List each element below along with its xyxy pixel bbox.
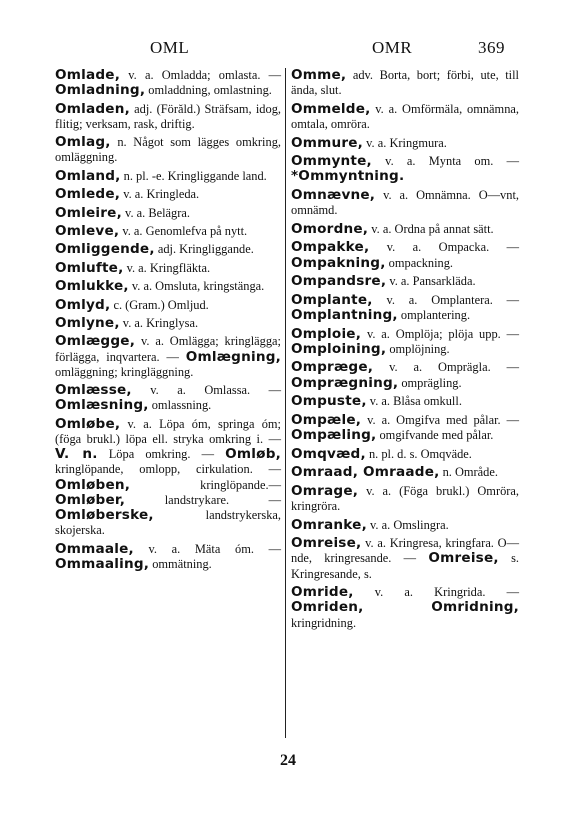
dictionary-entry — [291, 240, 519, 270]
headword: Omreise, — [428, 550, 499, 567]
headword: V. n. — [55, 446, 98, 463]
headword: Ompæle, — [291, 411, 362, 428]
headword: Omlægning, — [185, 348, 281, 365]
definition-text: adj. Kringliggande. — [154, 242, 254, 257]
definition-text: omplöjning. — [386, 341, 450, 356]
definition-text: kringlöpande, omlopp, cirkulation. — — [55, 462, 281, 477]
headword: Ompandsre, — [291, 273, 387, 290]
headword: Omlag, — [55, 134, 111, 151]
headword: Omplante, — [291, 291, 373, 308]
definition-text: n. pl. d. s. Omqväde. — [365, 446, 472, 461]
definition-text: v. a. Kringleda. — [120, 187, 200, 202]
headword: Omlæsse, — [55, 382, 132, 399]
definition-text: omplantering. — [397, 307, 471, 322]
headword: Omløb, — [225, 446, 281, 463]
headword: Omlægge, — [55, 333, 136, 350]
headword: Omlukke, — [55, 278, 129, 295]
headword: Ompakke, — [291, 239, 370, 256]
dictionary-entry — [291, 222, 519, 237]
definition-text: v. a. Omnämna. O—vnt, omnämd. — [291, 187, 519, 218]
dictionary-entry — [291, 274, 519, 289]
header-left-guide-word: OML — [150, 38, 190, 57]
definition-text: omprägling. — [398, 375, 462, 390]
definition-text: v. a. Löpa óm, springa óm; (föga brukl.) löpa ell. stryka omkring i. — — [55, 416, 281, 446]
dictionary-entry — [291, 293, 519, 323]
dictionary-entry — [291, 102, 519, 132]
definition-text: n. pl. -e. Kringliggande land. — [120, 168, 267, 183]
headword: Ommaaling, — [55, 555, 150, 572]
definition-text: n. Område. — [439, 465, 498, 480]
definition-text: v. a. Kringrida. — — [353, 585, 519, 600]
headword: Omløben, — [55, 476, 131, 493]
headword: Omland, — [55, 167, 121, 184]
definition-text: ommätning. — [149, 556, 212, 571]
headword: Omme, — [291, 67, 347, 83]
headword: Omprægning, — [291, 374, 399, 391]
headword: Omleve, — [55, 222, 120, 239]
headword: Omløbe, — [55, 415, 121, 432]
definition-text: v. a. Omplantera. — — [372, 292, 519, 307]
definition-text: v. a. Omplöja; plöja upp. — — [361, 326, 519, 341]
definition-text: v. a. Blåsa omkull. — [366, 394, 462, 409]
headword: Omliggende, — [55, 241, 155, 258]
headword: Ompakning, — [291, 254, 386, 271]
dictionary-entry — [55, 224, 281, 239]
definition-text: c. (Gram.) Omljud. — [110, 297, 209, 312]
definition-text: s. Kringresande, s. — [291, 551, 519, 581]
definition-text: v. a. Omslingra. — [366, 517, 449, 532]
definition-text: v. a. Kringresa, kringfara. O—nde, kringresande. — — [291, 536, 519, 566]
definition-text: v. a. Mynta om. — — [371, 154, 519, 169]
definition-text: omgifvande med pålar. — [376, 427, 494, 442]
headword: Ommelde, — [291, 100, 371, 117]
dictionary-entry — [291, 413, 519, 443]
page-number: 369 — [478, 38, 505, 57]
headword: Ompuste, — [291, 393, 367, 410]
dictionary-entry — [55, 417, 281, 539]
definition-text: v. a. Kringfläkta. — [123, 260, 211, 275]
dictionary-entry — [291, 447, 519, 462]
dictionary-entry — [55, 102, 281, 132]
dictionary-entry — [55, 261, 281, 276]
dictionary-entry — [291, 327, 519, 357]
definition-text: v. a. Omsluta, kringstänga. — [128, 279, 265, 294]
headword: Omløberske, — [55, 506, 154, 523]
definition-text: landstrykare. — — [125, 492, 281, 507]
headword: Omordne, — [291, 220, 369, 237]
dictionary-entry — [291, 465, 519, 480]
definition-text: n. Något som lägges omkring, omläggning. — [55, 135, 281, 165]
headword: Omlede, — [55, 186, 121, 203]
headword: Ompæling, — [291, 426, 377, 443]
dictionary-entry — [55, 316, 281, 331]
headword: Omløber, — [55, 491, 126, 508]
headword: Omlyd, — [55, 296, 111, 313]
definition-text: kringlöpande.— — [130, 477, 281, 492]
page-header — [0, 38, 576, 62]
headword: Ommaale, — [55, 540, 134, 557]
dictionary-entry — [291, 585, 519, 631]
definition-text: v. a. Omförmäla, omnämna, omtala, omröra. — [291, 101, 519, 131]
headword: Omplantning, — [291, 306, 398, 323]
headword: Omladen, — [55, 100, 130, 117]
headword: Omlyne, — [55, 314, 120, 331]
definition-text: v. a. Omprägla. — — [373, 360, 519, 375]
dictionary-entry — [55, 135, 281, 165]
signature-mark: 24 — [280, 752, 296, 769]
definition-text: Löpa omkring. — — [97, 447, 226, 462]
definition-text: v. a. Omladda; omlasta. — — [120, 68, 281, 82]
definition-text: adj. (Förăld.) Sträfsam, idog, flitig; verksam, rask, driftig. — [55, 101, 281, 131]
definition-text: omläggning; kringläggning. — [55, 364, 194, 379]
dictionary-entry — [55, 169, 281, 184]
headword: Omlufte, — [55, 259, 124, 276]
dictionary-entry — [291, 360, 519, 390]
definition-text: adv. Borta, bort; förbi, ute, till ända, slut. — [291, 68, 519, 98]
dictionary-entry — [55, 68, 281, 98]
dictionary-entry — [55, 206, 281, 221]
headword: Omride, — [291, 584, 354, 601]
definition-text: v. a. Pansarkläda. — [386, 274, 476, 289]
headword: *Ommyntning. — [291, 168, 405, 185]
dictionary-entry — [291, 394, 519, 409]
headword: Omploining, — [291, 340, 387, 357]
dictionary-entry — [291, 136, 519, 151]
definition-text: v. a. Omgifva med pålar. — — [361, 412, 519, 427]
headword: Ommynte, — [291, 153, 372, 170]
definition-text: v. a. Ordna på annat sätt. — [368, 221, 494, 236]
headword: Omleire, — [55, 204, 122, 221]
definition-text: v. a. Omlägga; kringlägga; förlägga, inqvartera. — — [55, 334, 281, 364]
dictionary-entry — [55, 542, 281, 572]
definition-text: v. a. (Föga brukl.) Omröra, kringröra. — [291, 483, 519, 513]
definition-text: landstrykerska, skojerska. — [55, 507, 281, 538]
dictionary-entry — [291, 518, 519, 533]
definition-text: v. a. Omlassa. — — [131, 383, 281, 398]
dictionary-entry — [55, 334, 281, 380]
headword: Omploie, — [291, 325, 362, 342]
headword: Omnævne, — [291, 186, 376, 203]
headword: Omreise, — [291, 535, 362, 552]
dictionary-entry — [291, 154, 519, 184]
headword: Ommure, — [291, 134, 364, 151]
header-right-guide-word: OMR — [372, 38, 413, 57]
definition-text: ompackning. — [385, 255, 454, 270]
definition-text: v. a. Kringlysa. — [119, 315, 199, 330]
dictionary-entry — [55, 383, 281, 413]
dictionary-entry — [291, 484, 519, 514]
dictionary-entry — [55, 242, 281, 257]
definition-text: v. a. Mäta óm. — — [133, 541, 281, 556]
headword: Omriden, Omridning, — [291, 599, 519, 616]
dictionary-entry — [55, 279, 281, 294]
headword: Omladning, — [55, 82, 146, 99]
headword: Omlæsning, — [55, 397, 149, 414]
dictionary-entry — [291, 68, 519, 98]
left-column — [55, 68, 281, 575]
column-divider — [285, 68, 286, 738]
dictionary-entry — [55, 298, 281, 313]
headword: Omrage, — [291, 482, 359, 499]
definition-text: kringridning. — [291, 615, 357, 630]
headword: Omqvæd, — [291, 445, 366, 462]
dictionary-entry — [291, 188, 519, 218]
headword: Omraad, Omraade, — [291, 464, 440, 481]
right-column — [291, 68, 519, 634]
definition-text: omladdning, omlastning. — [145, 83, 272, 98]
definition-text: omlassning. — [148, 398, 212, 413]
headword: Omranke, — [291, 516, 367, 533]
definition-text: v. a. Belägra. — [121, 205, 190, 220]
headword: Ompræge, — [291, 359, 374, 376]
definition-text: v. a. Genomlefva på nytt. — [119, 223, 248, 238]
dictionary-entry — [291, 536, 519, 582]
headword: Omlade, — [55, 67, 121, 83]
definition-text: v. a. Kringmura. — [363, 135, 447, 150]
dictionary-entry — [55, 187, 281, 202]
definition-text: v. a. Ompacka. — — [369, 240, 519, 255]
